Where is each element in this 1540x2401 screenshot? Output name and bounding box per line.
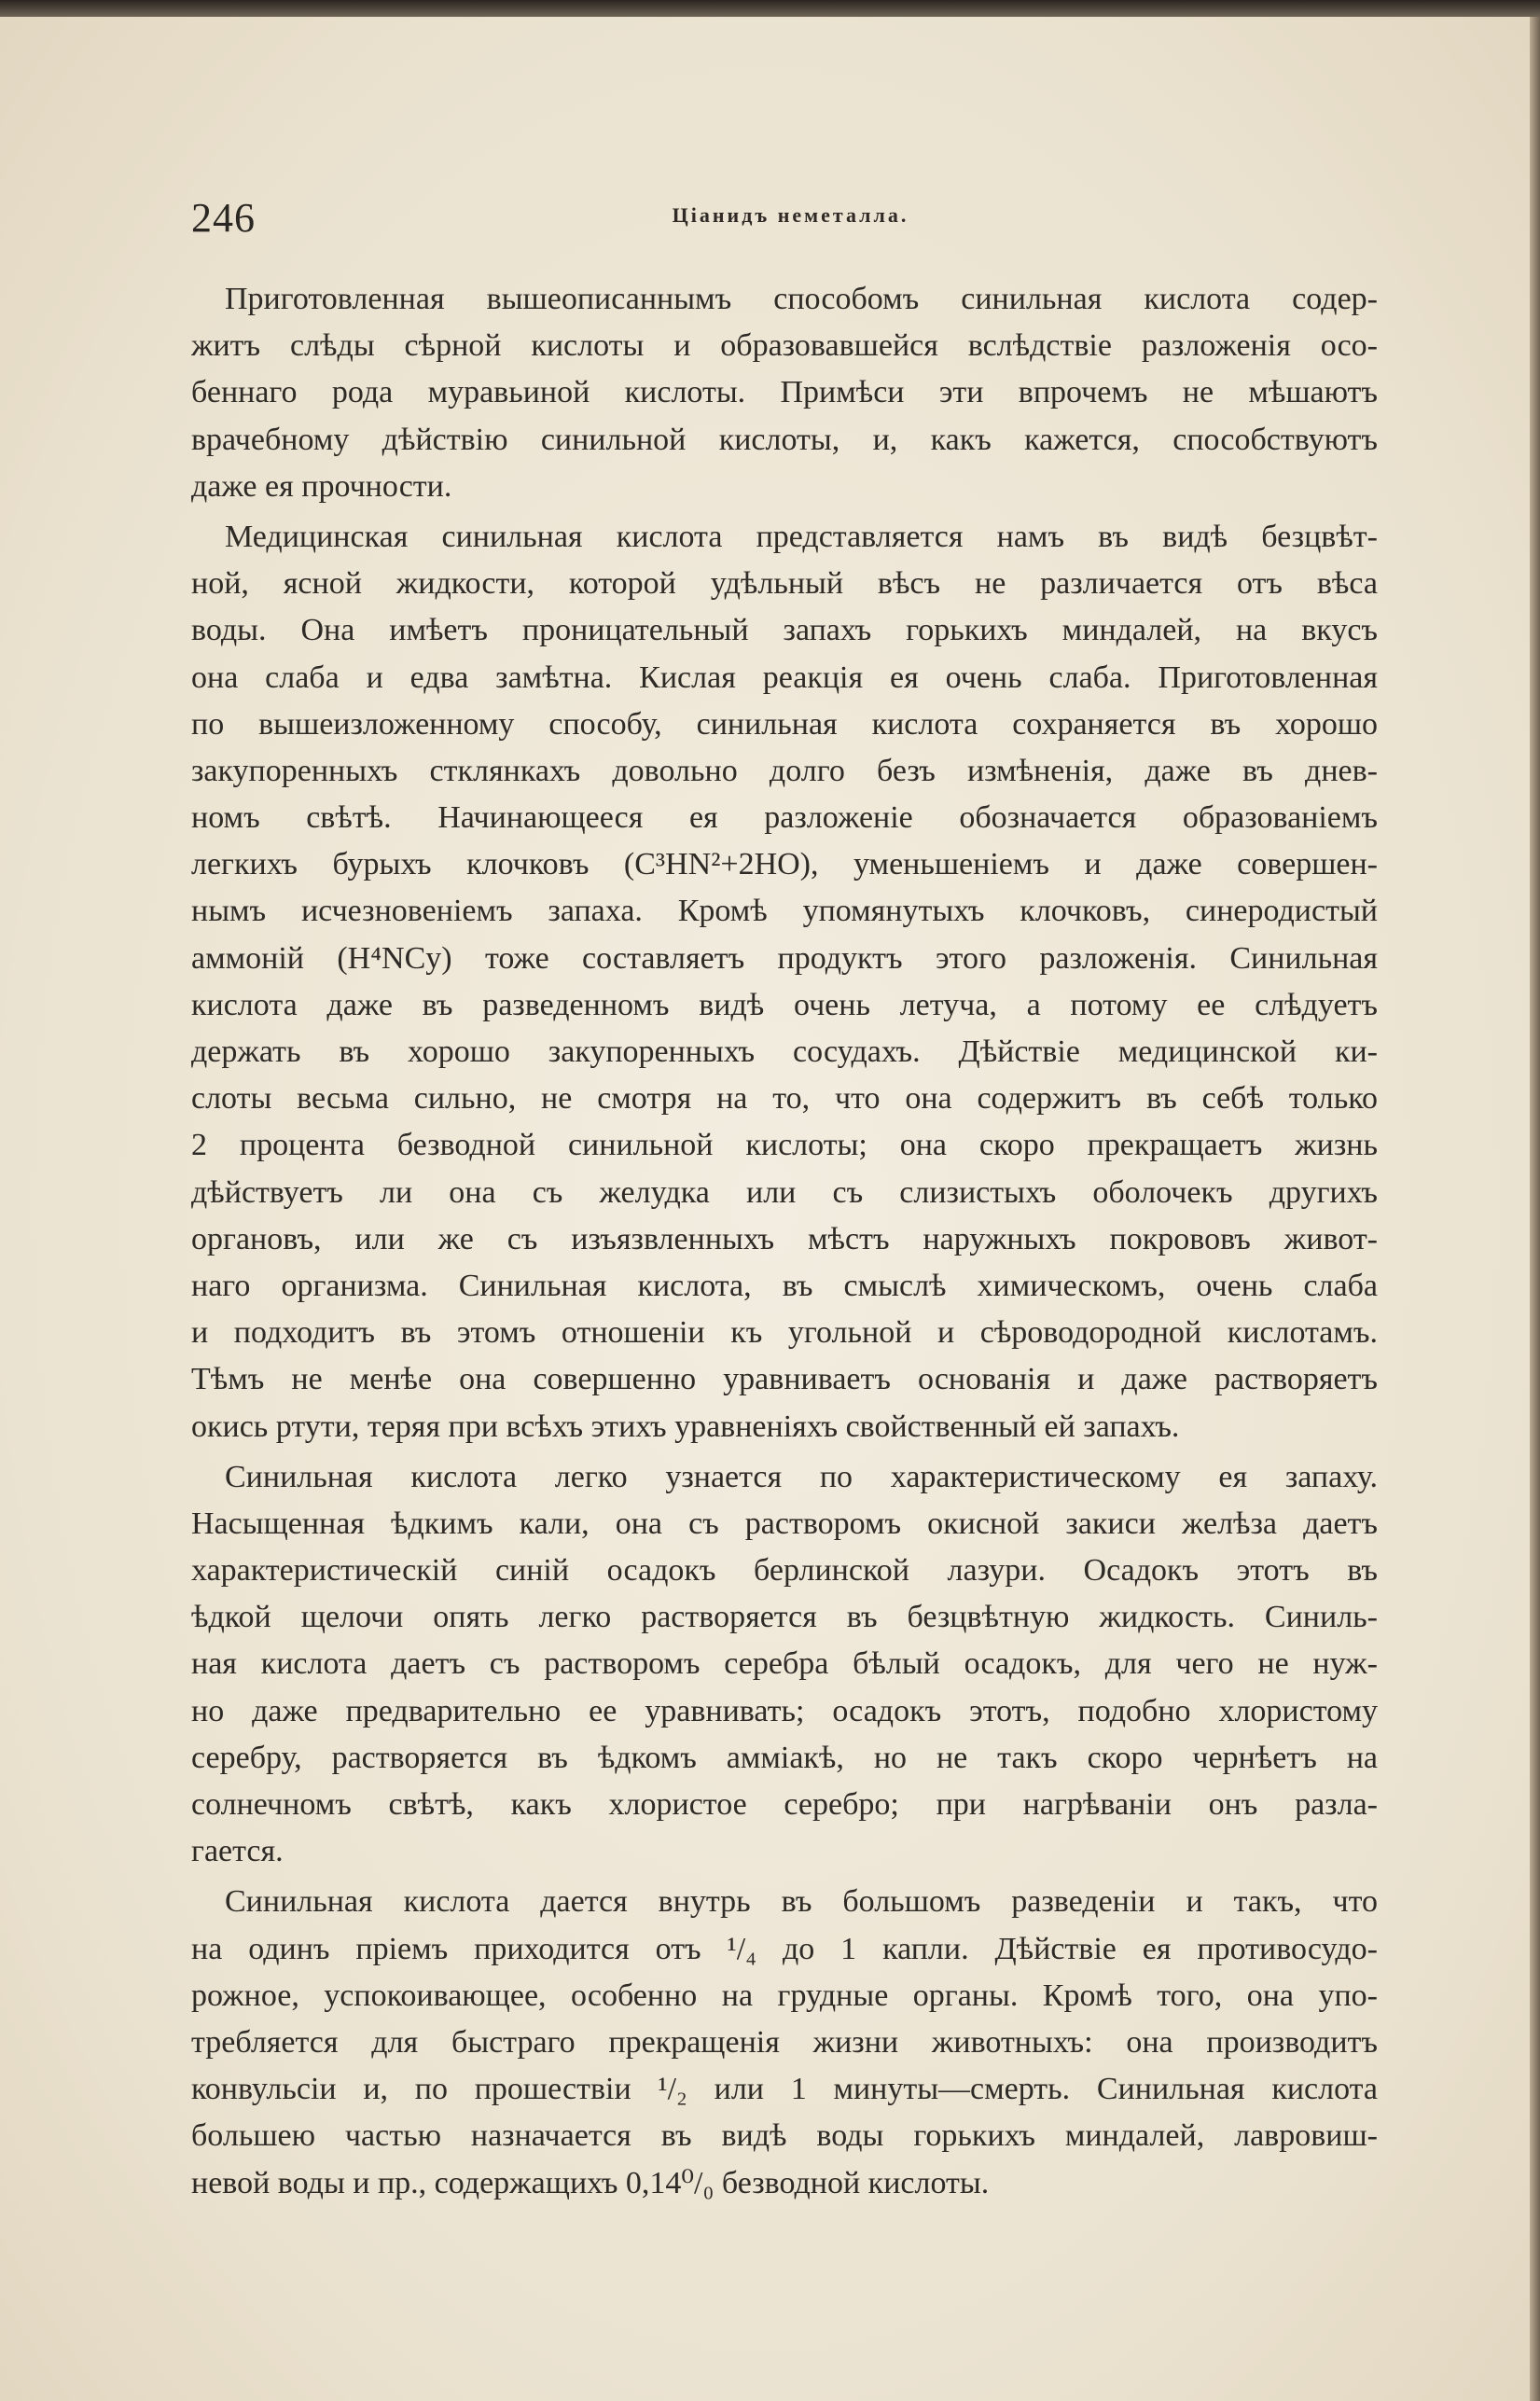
text-line: Синильная кислота легко узнается по характеристическому ея запаху. — [225, 1459, 1378, 1494]
text-line: дѣйствуетъ ли она съ желудка или съ слизистыхъ оболочекъ другихъ — [191, 1174, 1378, 1210]
text-line: беннаго рода муравьиной кислоты. Примѣси эти впрочемъ не мѣшаютъ — [191, 375, 1378, 410]
text-line: Синильная кислота дается внутрь въ большомъ разведеніи и такъ, что — [225, 1884, 1378, 1920]
paragraph — [191, 276, 1378, 510]
paragraph — [191, 1454, 1378, 1876]
text-line: по вышеизложенному способу, синильная кислота сохраняется въ хорошо — [191, 706, 1378, 742]
text-line: органовъ, или же съ изъязвленныхъ мѣстъ наружныхъ покрововъ живот- — [191, 1221, 1378, 1256]
text-line: рожное, успокоивающее, особенно на грудные органы. Кромѣ того, она упо- — [191, 1978, 1378, 2013]
text-line: врачебному дѣйствію синильной кислоты, и, какъ кажется, способствуютъ — [191, 422, 1378, 457]
text-line: нымъ исчезновеніемъ запаха. Кромѣ упомянутыхъ клочковъ, синеродистый — [191, 894, 1378, 929]
text-line: Тѣмъ не менѣе она совершенно уравниваетъ основанія и даже растворяетъ — [191, 1362, 1378, 1397]
text-line: она слаба и едва замѣтна. Кислая реакція ея очень слаба. Приготовленная — [191, 659, 1378, 695]
text-line: невой воды и пр., содержащихъ 0,14⁰/₀ безводной кислоты. — [191, 2165, 990, 2200]
text-line: требляется для быстраго прекращенія жизни животныхъ: она производитъ — [191, 2024, 1378, 2060]
text-line: окись ртути, теряя при всѣхъ этихъ уравненіяхъ свойственный ей запахъ. — [191, 1409, 1180, 1444]
body-text — [191, 276, 1378, 2207]
text-line: на одинъ пріемъ приходится отъ ¹/₄ до 1 капли. Дѣйствіе ея противосудо- — [191, 1931, 1378, 1966]
text-line: номъ свѣтѣ. Начинающееся ея разложеніе обозначается образованіемъ — [191, 800, 1378, 836]
page-number: 246 — [191, 195, 256, 241]
text-line: слоты весьма сильно, не смотря на то, что она содержитъ въ себѣ только — [191, 1081, 1378, 1117]
paragraph — [191, 1879, 1378, 2206]
text-line: аммоній (H⁴NCy) тоже составляетъ продуктъ этого разложенія. Синильная — [191, 940, 1378, 976]
text-line: даже ея прочности. — [191, 468, 452, 504]
text-line: конвульсіи и, по прошествіи ¹/₂ или 1 минуты—смерть. Синильная кислота — [191, 2072, 1378, 2107]
text-line: 2 процента безводной синильной кислоты; она скоро прекращаетъ жизнь — [191, 1128, 1378, 1163]
text-line: житъ слѣды сѣрной кислоты и образовавшейся вслѣдствіе разложенія осо- — [191, 328, 1378, 364]
page-right-edge — [1530, 17, 1540, 2401]
text-line: и подходитъ въ этомъ отношеніи къ угольной и сѣроводородной кислотамъ. — [191, 1315, 1378, 1351]
text-line: ная кислота даетъ съ растворомъ серебра бѣлый осадокъ, для чего не нуж- — [191, 1646, 1378, 1682]
paragraph — [191, 514, 1378, 1450]
page-top-edge — [0, 0, 1540, 17]
text-line: солнечномъ свѣтѣ, какъ хлористое серебро; при нагрѣваніи онъ разла- — [191, 1787, 1378, 1822]
text-line: характеристическій синій осадокъ берлинской лазури. Осадокъ этотъ въ — [191, 1553, 1378, 1589]
text-line: ѣдкой щелочи опять легко растворяется въ безцвѣтную жидкость. Синиль- — [191, 1600, 1378, 1635]
page-header — [191, 194, 1390, 241]
text-line: наго организма. Синильная кислота, въ смыслѣ химическомъ, очень слаба — [191, 1268, 1378, 1303]
text-line: но даже предварительно ее уравнивать; осадокъ этотъ, подобно хлористому — [191, 1693, 1378, 1728]
text-line: серебру, растворяется въ ѣдкомъ аммiакѣ, но не такъ скоро чернѣетъ на — [191, 1740, 1378, 1775]
text-line: легкихъ бурыхъ клочковъ (C³HN²+2HO), уменьшеніемъ и даже совершен- — [191, 847, 1378, 882]
text-line: Медицинская синильная кислота представляется намъ въ видѣ безцвѣт- — [225, 519, 1378, 554]
text-line: воды. Она имѣетъ проницательный запахъ горькихъ миндалей, на вкусъ — [191, 613, 1378, 648]
text-line: гается. — [191, 1834, 284, 1869]
text-line: ной, ясной жидкости, которой удѣльный вѣсъ не различается отъ вѣса — [191, 566, 1378, 602]
running-head: Ціанидъ неметалла. — [672, 203, 909, 227]
text-line: держать въ хорошо закупоренныхъ сосудахъ. Дѣйствіе медицинской ки- — [191, 1034, 1378, 1069]
text-line: Приготовленная вышеописаннымъ способомъ синильная кислота содер- — [225, 282, 1378, 316]
text-line: закупоренныхъ стклянкахъ довольно долго безъ измѣненія, даже въ днев- — [191, 753, 1378, 788]
text-line: Насыщенная ѣдкимъ кали, она съ растворомъ окисной закиси желѣза даетъ — [191, 1506, 1378, 1541]
book-page — [0, 17, 1530, 2401]
text-line: большею частью назначается въ видѣ воды горькихъ миндалей, лавровиш- — [191, 2118, 1378, 2154]
text-line: кислота даже въ разведенномъ видѣ очень летуча, а потому ее слѣдуетъ — [191, 987, 1378, 1022]
